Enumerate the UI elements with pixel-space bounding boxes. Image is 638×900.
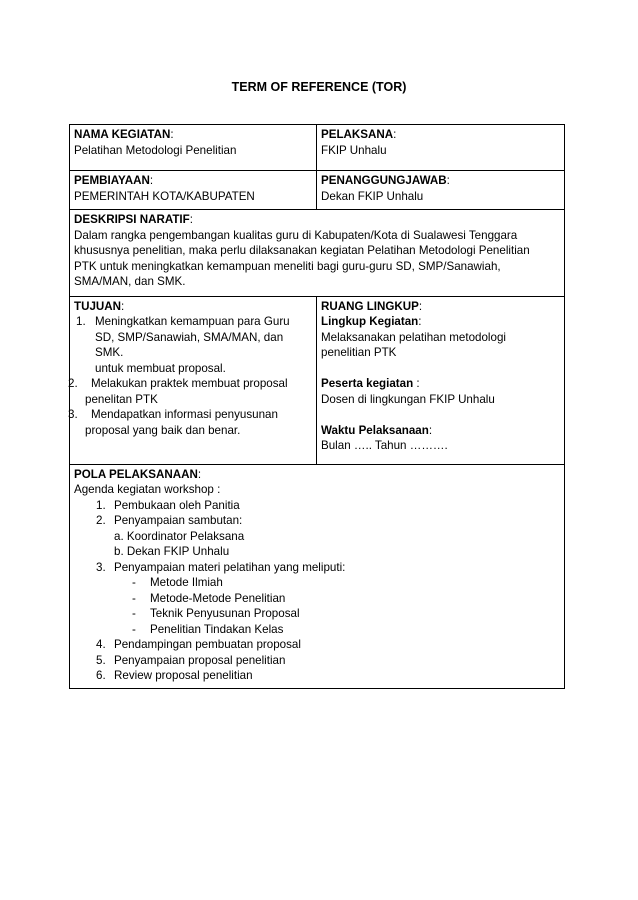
peserta-value: Dosen di lingkungan FKIP Unhalu <box>321 392 495 406</box>
nama-kegiatan-value: Pelatihan Metodologi Penelitian <box>74 143 237 157</box>
pola-intro: Agenda kegiatan workshop : <box>74 483 221 496</box>
cell-pelaksana: PELAKSANA: FKIP Unhalu <box>317 125 565 171</box>
cell-pembiayaan: PEMBIAYAAN: PEMERINTAH KOTA/KABUPATEN <box>70 171 317 210</box>
row-tujuan-ruang <box>70 296 565 464</box>
agenda-item: 5. Penyampaian proposal penelitian <box>96 653 286 667</box>
agenda-item: 2. Penyampaian sambutan: a. Koordinator Pelaksana b. Dekan FKIP Unhalu <box>96 513 560 560</box>
agenda-item: 6. Review proposal penelitian <box>96 669 253 682</box>
materi-item: - Metode Ilmiah <box>132 576 223 589</box>
deskripsi-line: khususnya penelitian, maka perlu dilaksanakan kegiatan Pelatihan Metodologi Penelitian <box>74 244 530 257</box>
penanggungjawab-value: Dekan FKIP Unhalu <box>321 189 424 203</box>
tujuan-item: 3. Mendapatkan informasi penyusunan proposal yang baik dan benar. <box>68 408 278 437</box>
tujuan-item: 1. Meningkatkan kemampuan para Guru SD, SMP/Sanawiah, SMA/MAN, dan SMK. untuk membuat proposal. <box>76 315 290 375</box>
lingkup-line: Melaksanakan pelatihan metodologi <box>321 330 506 344</box>
row-pola <box>70 464 565 688</box>
pelaksana-label: PELAKSANA <box>321 128 394 141</box>
row-deskripsi <box>70 210 565 297</box>
cell-nama-kegiatan: NAMA KEGIATAN: Pelatihan Metodologi Penelitian <box>70 125 317 171</box>
cell-pola: POLA PELAKSANAAN: Agenda kegiatan workshop : 1. Pembukaan oleh Panitia 2. Penyampaian sambutan: a. Koordinator Pelaksana b. Dekan FKIP Unhalu 3. Penyampaian materi pelatihan yang meliputi: - Metode Ilmiah - Metode-Metode Penelitian - Teknik Penyusunan Proposal - Penelitian Tindakan Kelas 4. Pendampingan pembuatan proposal 5. Penyampaian proposal penelitian 6. Review proposal penelitian <box>70 464 565 688</box>
pola-label: POLA PELAKSANAAN <box>74 467 198 481</box>
agenda-item: 3. Penyampaian materi pelatihan yang meliputi: - Metode Ilmiah - Metode-Metode Penelitian - Teknik Penyusunan Proposal - Penelitian Tindakan Kelas <box>96 560 560 638</box>
tujuan-label: TUJUAN <box>74 299 122 313</box>
peserta-label: Peserta kegiatan <box>321 377 414 390</box>
tujuan-item: 2. Melakukan praktek membuat proposal penelitan PTK <box>68 377 288 406</box>
nama-kegiatan-label: NAMA KEGIATAN <box>74 128 171 141</box>
cell-tujuan: TUJUAN: 1. Meningkatkan kemampuan para Guru SD, SMP/Sanawiah, SMA/MAN, dan SMK. untuk membuat proposal. 2. Melakukan praktek membuat proposal penelitan PTK 3. Mendapatkan informasi penyusunan proposal yang baik dan benar. <box>70 296 317 464</box>
row-kegiatan <box>70 125 565 171</box>
sambutan-item: b. Dekan FKIP Unhalu <box>114 545 230 558</box>
deskripsi-label: DESKRIPSI NARATIF <box>74 213 190 226</box>
ruang-lingkup-label: RUANG LINGKUP <box>321 299 419 313</box>
waktu-label: Waktu Pelaksanaan <box>321 423 429 437</box>
pembiayaan-label: PEMBIAYAAN <box>74 174 150 187</box>
agenda-item: 1. Pembukaan oleh Panitia <box>96 498 240 512</box>
agenda-list <box>74 498 560 684</box>
materi-list <box>114 575 560 637</box>
tor-table <box>69 124 565 689</box>
sambutan-item: a. Koordinator Pelaksana <box>114 529 245 543</box>
materi-item: - Metode-Metode Penelitian <box>132 591 286 605</box>
lingkup-line: penelitian PTK <box>321 346 397 359</box>
agenda-item: 4. Pendampingan pembuatan proposal <box>96 638 301 651</box>
materi-item: - Penelitian Tindakan Kelas <box>132 622 284 636</box>
row-pembiayaan <box>70 171 565 210</box>
deskripsi-line: SMA/MAN, dan SMK. <box>74 275 186 288</box>
pelaksana-value: FKIP Unhalu <box>321 143 387 157</box>
waktu-value: Bulan ….. Tahun ………. <box>321 439 448 452</box>
cell-penanggungjawab: PENANGGUNGJAWAB: Dekan FKIP Unhalu <box>317 171 565 210</box>
cell-ruang-lingkup: RUANG LINGKUP: Lingkup Kegiatan: Melaksanakan pelatihan metodologi penelitian PTK Peserta kegiatan : Dosen di lingkungan FKIP Unhalu Waktu Pelaksanaan: Bulan ….. Tahun ………. <box>317 296 565 464</box>
page-title: TERM OF REFERENCE (TOR) <box>231 80 407 94</box>
lingkup-kegiatan-label: Lingkup Kegiatan <box>321 315 419 328</box>
cell-deskripsi: DESKRIPSI NARATIF: Dalam rangka pengembangan kualitas guru di Kabupaten/Kota di Sualawesi Tenggara khususnya penelitian, maka perlu dilaksanakan kegiatan Pelatihan Metodologi Penelitian PTK untuk meningkatkan kemampuan meneliti bagi guru-guru SD, SMP/Sanawiah, SMA/MAN, dan SMK. <box>70 210 565 297</box>
penanggungjawab-label: PENANGGUNGJAWAB <box>321 174 447 187</box>
deskripsi-line: Dalam rangka pengembangan kualitas guru di Kabupaten/Kota di Sualawesi Tenggara <box>74 228 518 242</box>
deskripsi-line: PTK untuk meningkatkan kemampuan meneliti bagi guru-guru SD, SMP/Sanawiah, <box>74 259 501 273</box>
materi-item: - Teknik Penyusunan Proposal <box>132 607 300 620</box>
pembiayaan-value: PEMERINTAH KOTA/KABUPATEN <box>74 189 255 203</box>
tujuan-list <box>68 314 312 438</box>
